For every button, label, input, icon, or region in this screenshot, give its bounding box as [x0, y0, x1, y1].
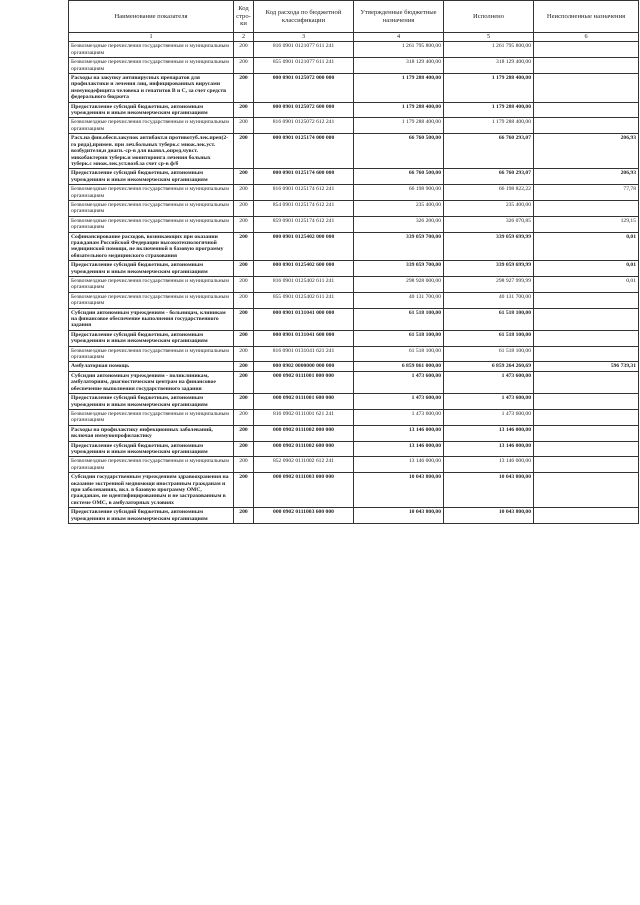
row-name: Безвозмездные перечисления государственным и муниципальным организациям [69, 292, 234, 308]
row-kbk: 000 0901 0125072 600 000 [254, 102, 354, 118]
row-name: Безвозмездные перечисления государственным и муниципальным организациям [69, 346, 234, 362]
row-kbk: 000 0901 0131041 600 000 [254, 330, 354, 346]
row-name: Безвозмездные перечисления государственным и муниципальным организациям [69, 200, 234, 216]
table-row [69, 261, 639, 277]
row-unexecuted [534, 308, 639, 330]
row-executed: 13 146 000,00 [444, 425, 534, 441]
row-name: Безвозмездные перечисления государственным и муниципальным организациям [69, 457, 234, 473]
row-approved: 61 518 100,00 [354, 308, 444, 330]
row-unexecuted: 206,93 [534, 169, 639, 185]
row-unexecuted [534, 394, 639, 410]
row-kbk: 852 0902 0111002 612 241 [254, 457, 354, 473]
row-kbk: 859 0901 0125174 612 241 [254, 216, 354, 232]
row-unexecuted: 596 739,31 [534, 362, 639, 371]
row-code: 200 [234, 74, 254, 103]
table-row [69, 394, 639, 410]
row-kbk: 855 0901 0125402 611 241 [254, 292, 354, 308]
row-unexecuted [534, 118, 639, 134]
row-kbk: 816 0901 0125402 611 241 [254, 277, 354, 293]
row-kbk: 854 0901 0125174 612 241 [254, 200, 354, 216]
header-executed: Исполнено [444, 1, 534, 33]
row-unexecuted [534, 425, 639, 441]
table-row [69, 330, 639, 346]
row-code: 200 [234, 425, 254, 441]
row-executed: 13 146 000,00 [444, 457, 534, 473]
table-row [69, 185, 639, 201]
row-unexecuted [534, 74, 639, 103]
row-kbk: 816 0902 0111001 621 241 [254, 409, 354, 425]
row-executed: 318 129 400,00 [444, 58, 534, 74]
row-executed: 40 131 700,00 [444, 292, 534, 308]
row-name: Безвозмездные перечисления государственным и муниципальным организациям [69, 409, 234, 425]
row-code: 200 [234, 200, 254, 216]
row-code: 200 [234, 473, 254, 508]
table-header-row [69, 1, 639, 33]
row-code: 200 [234, 362, 254, 371]
row-code: 200 [234, 308, 254, 330]
row-unexecuted: 0,01 [534, 261, 639, 277]
row-name: Расх.на фин.обесп.закупок антибакт.и противотуб.лек.преп(2-го ряда),примен. при леч.больных туберк.с множ.лек.уст. возбудителя,и диагн.-ср-в для выявл.,опред.чувст. микобактерии туберк.и мониторинга лечения больных туберк.с множ.лек.уст.возб.за счет ср-в ф/б [69, 134, 234, 169]
row-name: Предоставление субсидий бюджетным, автономным учреждениям и иным некоммерческим организациям [69, 169, 234, 185]
table-body [69, 42, 639, 524]
row-executed: 61 518 100,00 [444, 308, 534, 330]
row-kbk: 000 0901 0131041 000 000 [254, 308, 354, 330]
row-approved: 66 198 900,00 [354, 185, 444, 201]
budget-execution-table [68, 0, 639, 524]
row-kbk: 000 0902 0111001 000 000 [254, 371, 354, 393]
row-executed: 1 473 600,00 [444, 394, 534, 410]
row-name: Безвозмездные перечисления государственным и муниципальным организациям [69, 277, 234, 293]
row-unexecuted [534, 371, 639, 393]
table-row [69, 508, 639, 524]
row-approved: 1 179 288 400,00 [354, 74, 444, 103]
row-code: 200 [234, 292, 254, 308]
row-kbk: 000 0901 0125402 000 000 [254, 232, 354, 261]
row-executed: 10 043 800,00 [444, 473, 534, 508]
row-kbk: 000 0901 0125174 600 000 [254, 169, 354, 185]
row-kbk: 000 0902 0111003 000 000 [254, 473, 354, 508]
row-approved: 6 859 861 000,00 [354, 362, 444, 371]
row-name: Расходы на закупку антивирусных препаратов для профилактики и лечения лиц, инфицированных вирусами иммунодефицита человека и гепатитов В и С, за счет средств федерального бюджета [69, 74, 234, 103]
col-number: 1 [69, 33, 234, 42]
header-kbk: Код расхода по бюджетной классификации [254, 1, 354, 33]
table-row [69, 42, 639, 58]
table-row [69, 216, 639, 232]
row-executed: 1 179 288 400,00 [444, 102, 534, 118]
row-unexecuted [534, 457, 639, 473]
header-approved: Утвержденные бюджетные назначения [354, 1, 444, 33]
col-number: 3 [254, 33, 354, 42]
table-row [69, 425, 639, 441]
row-approved: 13 146 000,00 [354, 457, 444, 473]
row-code: 200 [234, 330, 254, 346]
row-approved: 66 760 500,00 [354, 169, 444, 185]
row-executed: 61 518 100,00 [444, 330, 534, 346]
row-name: Безвозмездные перечисления государственным и муниципальным организациям [69, 185, 234, 201]
table-row [69, 473, 639, 508]
row-kbk: 855 0901 0121077 611 241 [254, 58, 354, 74]
row-kbk: 000 0901 0125174 000 000 [254, 134, 354, 169]
col-number: 4 [354, 33, 444, 42]
row-code: 200 [234, 277, 254, 293]
row-approved: 1 179 288 400,00 [354, 102, 444, 118]
row-approved: 1 473 600,00 [354, 394, 444, 410]
row-approved: 339 059 700,00 [354, 232, 444, 261]
row-unexecuted [534, 42, 639, 58]
table-row [69, 232, 639, 261]
table-row [69, 457, 639, 473]
row-approved: 318 129 400,00 [354, 58, 444, 74]
row-kbk: 000 0902 0000000 000 000 [254, 362, 354, 371]
row-approved: 13 146 000,00 [354, 425, 444, 441]
row-kbk: 000 0902 0111002 600 000 [254, 441, 354, 457]
row-code: 200 [234, 185, 254, 201]
row-name: Субсидии автономным учреждениям - поликлиникам, амбулаториям, диагностическим центрам на финансовое обеспечение выполнения государственного задания [69, 371, 234, 393]
row-executed: 13 146 000,00 [444, 441, 534, 457]
row-unexecuted [534, 102, 639, 118]
row-code: 200 [234, 394, 254, 410]
row-kbk: 816 0901 0125174 612 241 [254, 185, 354, 201]
col-number: 2 [234, 33, 254, 42]
table-row [69, 102, 639, 118]
row-executed: 61 518 100,00 [444, 346, 534, 362]
table-row [69, 200, 639, 216]
table-row [69, 58, 639, 74]
row-approved: 1 179 288 400,00 [354, 118, 444, 134]
row-executed: 235 400,00 [444, 200, 534, 216]
row-kbk: 000 0902 0111003 600 000 [254, 508, 354, 524]
row-name: Безвозмездные перечисления государственным и муниципальным организациям [69, 118, 234, 134]
row-code: 200 [234, 508, 254, 524]
table-row [69, 74, 639, 103]
row-approved: 61 518 100,00 [354, 330, 444, 346]
row-unexecuted [534, 58, 639, 74]
table-row [69, 346, 639, 362]
row-unexecuted [534, 409, 639, 425]
row-code: 200 [234, 261, 254, 277]
row-executed: 326 070,85 [444, 216, 534, 232]
row-approved: 339 059 700,00 [354, 261, 444, 277]
row-unexecuted: 77,78 [534, 185, 639, 201]
table-row [69, 169, 639, 185]
row-code: 200 [234, 42, 254, 58]
report-page [68, 0, 640, 524]
row-unexecuted [534, 292, 639, 308]
row-approved: 10 043 800,00 [354, 473, 444, 508]
row-kbk: 000 0902 0111002 000 000 [254, 425, 354, 441]
row-name: Предоставление субсидий бюджетным, автономным учреждениям и иным некоммерческим организациям [69, 330, 234, 346]
row-code: 200 [234, 409, 254, 425]
table-row [69, 371, 639, 393]
table-row [69, 441, 639, 457]
row-name: Безвозмездные перечисления государственным и муниципальным организациям [69, 58, 234, 74]
row-executed: 298 927 999,99 [444, 277, 534, 293]
row-executed: 1 473 600,00 [444, 409, 534, 425]
row-code: 200 [234, 102, 254, 118]
row-code: 200 [234, 118, 254, 134]
row-code: 200 [234, 58, 254, 74]
table-row [69, 409, 639, 425]
row-approved: 13 146 000,00 [354, 441, 444, 457]
row-approved: 1 473 600,00 [354, 409, 444, 425]
row-name: Безвозмездные перечисления государственным и муниципальным организациям [69, 42, 234, 58]
table-row [69, 362, 639, 371]
row-name: Предоставление субсидий бюджетным, автономным учреждениям и иным некоммерческим организациям [69, 441, 234, 457]
table-row [69, 277, 639, 293]
col-number: 5 [444, 33, 534, 42]
table-row [69, 134, 639, 169]
row-unexecuted: 206,93 [534, 134, 639, 169]
row-approved: 235 400,00 [354, 200, 444, 216]
row-name: Субсидии государственным учреждениям здравоохранения на оказание экстренной медпомощи иностранным гражданам и при заболеваниях, вкл. в базовую программу ОМС, гражданам, не идентифицированным и не застрахованным в системе ОМС, в амбулаторных условиях [69, 473, 234, 508]
row-kbk: 000 0901 0125072 000 000 [254, 74, 354, 103]
row-kbk: 000 0902 0111001 600 000 [254, 394, 354, 410]
row-name: Софинансирование расходов, возникающих при оказании гражданам Российской Федерации высокотехнологичной медицинской помощи, не включенной в базовую программу обязательного медицинского страхования [69, 232, 234, 261]
row-unexecuted [534, 508, 639, 524]
row-executed: 1 473 600,00 [444, 371, 534, 393]
row-name: Предоставление субсидий бюджетным, автономным учреждениям и иным некоммерческим организациям [69, 102, 234, 118]
row-name: Предоставление субсидий бюджетным, автономным учреждениям и иным некоммерческим организациям [69, 394, 234, 410]
table-row [69, 118, 639, 134]
row-code: 200 [234, 371, 254, 393]
row-kbk: 816 0901 0131041 621 241 [254, 346, 354, 362]
table-row [69, 308, 639, 330]
row-kbk: 000 0901 0125402 600 000 [254, 261, 354, 277]
header-code: Код стро-ки [234, 1, 254, 33]
row-executed: 66 760 293,07 [444, 134, 534, 169]
row-approved: 1 261 795 800,00 [354, 42, 444, 58]
row-executed: 6 859 264 260,69 [444, 362, 534, 371]
table-row [69, 292, 639, 308]
row-executed: 339 059 699,99 [444, 232, 534, 261]
column-number-row [69, 33, 639, 42]
row-approved: 1 473 600,00 [354, 371, 444, 393]
row-executed: 339 059 699,99 [444, 261, 534, 277]
header-name: Наименование показателя [69, 1, 234, 33]
row-kbk: 816 0901 0121077 611 241 [254, 42, 354, 58]
row-executed: 10 043 800,00 [444, 508, 534, 524]
row-code: 200 [234, 169, 254, 185]
row-name: Амбулаторная помощь [69, 362, 234, 371]
row-approved: 61 518 100,00 [354, 346, 444, 362]
row-kbk: 816 0901 0125072 612 241 [254, 118, 354, 134]
col-number: 6 [534, 33, 639, 42]
row-name: Предоставление субсидий бюджетным, автономным учреждениям и иным некоммерческим организациям [69, 261, 234, 277]
row-approved: 40 131 700,00 [354, 292, 444, 308]
row-code: 200 [234, 346, 254, 362]
row-code: 200 [234, 232, 254, 261]
row-unexecuted [534, 200, 639, 216]
row-executed: 1 179 288 400,00 [444, 118, 534, 134]
row-unexecuted [534, 473, 639, 508]
row-name: Субсидии автономным учреждениям - больницам, клиникам на финансовое обеспечение выполнения государственного задания [69, 308, 234, 330]
row-unexecuted [534, 330, 639, 346]
row-unexecuted [534, 346, 639, 362]
row-executed: 66 760 293,07 [444, 169, 534, 185]
row-unexecuted [534, 441, 639, 457]
row-name: Безвозмездные перечисления государственным и муниципальным организациям [69, 216, 234, 232]
row-approved: 10 043 800,00 [354, 508, 444, 524]
row-executed: 1 179 288 400,00 [444, 74, 534, 103]
row-unexecuted: 129,15 [534, 216, 639, 232]
row-approved: 66 760 500,00 [354, 134, 444, 169]
row-unexecuted: 0,01 [534, 232, 639, 261]
row-code: 200 [234, 441, 254, 457]
row-name: Расходы на профилактику инфекционных заболеваний, включая иммунопрофилактику [69, 425, 234, 441]
row-code: 200 [234, 216, 254, 232]
header-unexecuted: Неисполненные назначения [534, 1, 639, 33]
row-code: 200 [234, 457, 254, 473]
row-approved: 298 928 000,00 [354, 277, 444, 293]
row-executed: 1 261 795 800,00 [444, 42, 534, 58]
row-code: 200 [234, 134, 254, 169]
row-unexecuted: 0,01 [534, 277, 639, 293]
row-executed: 66 198 822,22 [444, 185, 534, 201]
row-name: Предоставление субсидий бюджетным, автономным учреждениям и иным некоммерческим организациям [69, 508, 234, 524]
row-approved: 326 200,00 [354, 216, 444, 232]
